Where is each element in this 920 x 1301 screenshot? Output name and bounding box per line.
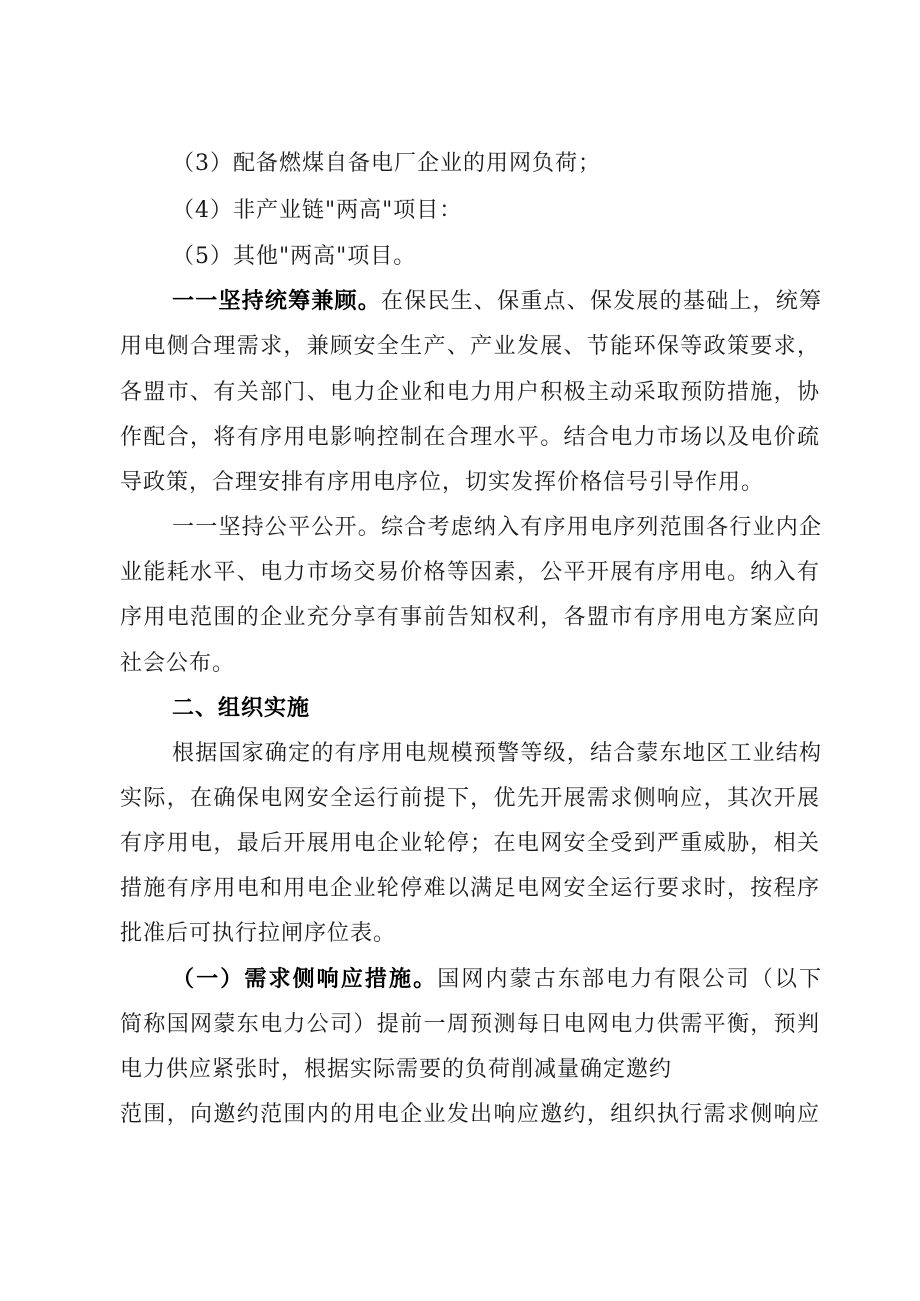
subsection1-title: （一）需求侧响应措施。 bbox=[172, 966, 438, 992]
principle1-line: 作配合，将有序用电影响控制在合理水平。结合电力市场以及电价疏 bbox=[120, 425, 820, 450]
subsection1-line: 电力供应紧张时，根据实际需要的负荷削减量确定邀约 bbox=[120, 1057, 673, 1082]
subsection1-line: 简称国网蒙东电力公司）提前一周预测每日电网电力供需平衡，预判 bbox=[120, 1012, 820, 1037]
principle2-line: 业能耗水平、电力市场交易价格等因素，公平开展有序用电。纳入有 bbox=[120, 560, 820, 585]
principle1-first-text: 在保民生、保重点、保发展的基础上，统筹 bbox=[381, 289, 822, 314]
section2-line: 措施有序用电和用电企业轮停难以满足电网安全运行要求时，按程序 bbox=[120, 876, 820, 901]
section2-line: 实际，在确保电网安全运行前提下，优先开展需求侧响应，其次开展 bbox=[120, 786, 820, 811]
section2-line: 批准后可执行拉闸序位表。 bbox=[120, 921, 397, 946]
principle1-line: 用电侧合理需求，兼顾安全生产、产业发展、节能环保等政策要求， bbox=[120, 334, 820, 359]
principle2-line: 序用电范围的企业充分享有事前告知权利，各盟市有序用电方案应向 bbox=[120, 605, 820, 630]
principle1-title: 一一坚持统筹兼顾。 bbox=[172, 288, 381, 314]
principle2-first-line: 一一坚持公平公开。综合考虑纳入有序用电序列范围各行业内企 bbox=[172, 515, 822, 540]
section-heading: 二、组织实施 bbox=[172, 695, 311, 721]
principle1-first-line bbox=[172, 284, 822, 315]
list-item-3: （3）配备燃煤自备电厂企业的用网负荷； bbox=[172, 151, 601, 176]
list-item-4: （4）非产业链"两高"项目： bbox=[172, 198, 463, 223]
principle1-line: 导政策，合理安排有序用电序位，切实发挥价格信号引导作用。 bbox=[120, 470, 765, 495]
section2-line: 有序用电，最后开展用电企业轮停；在电网安全受到严重威胁，相关 bbox=[120, 831, 820, 856]
section2-first-line: 根据国家确定的有序用电规模预警等级，结合蒙东地区工业结构 bbox=[172, 741, 822, 766]
subsection1-first-text: 国网内蒙古东部电力有限公司（以下 bbox=[437, 967, 822, 992]
principle2-line: 社会公布。 bbox=[120, 651, 236, 676]
list-item-5: （5）其他"两高"项目。 bbox=[172, 244, 417, 269]
principle1-line: 各盟市、有关部门、电力企业和电力用户积极主动采取预防措施，协 bbox=[120, 380, 820, 405]
subsection1-first-line bbox=[172, 962, 822, 993]
subsection1-line: 范围，向邀约范围内的用电企业发出响应邀约，组织执行需求侧响应 bbox=[120, 1102, 820, 1127]
